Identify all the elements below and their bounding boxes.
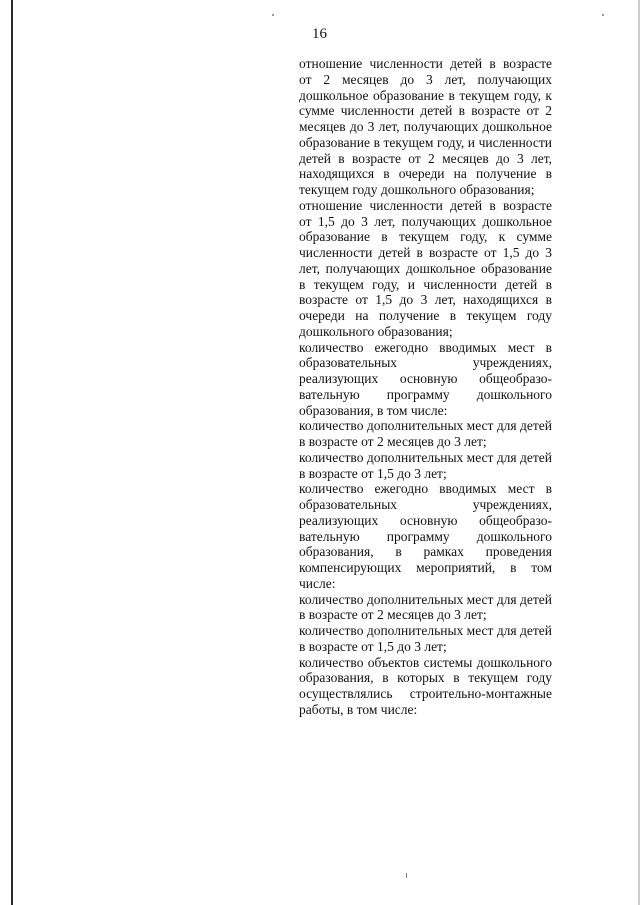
- paragraph: количество ежегодно вводимых мест в образовательных учреждениях, реализующих основную общеобразовательную программу дошкольного образования, в том числе:: [299, 339, 552, 418]
- scan-speck: [406, 873, 407, 878]
- paragraph: количество дополнительных мест для детей в возрасте от 1,5 до 3 лет;: [299, 623, 552, 654]
- page-number: 16: [312, 26, 327, 42]
- paragraph: отношение численности детей в возрасте от 2 месяцев до 3 лет, получающих дошкольное образование в текущем году, к сумме численности детей в возрасте от 2 месяцев до 3 лет, получающих дошкольное образование в текущем году, и численности детей в возрасте от 2 месяцев до 3 лет, находящихся в очереди на получение в текущем году дошкольного образования;: [299, 56, 552, 197]
- paragraph: количество дополнительных мест для детей в возрасте от 2 месяцев до 3 лет;: [299, 418, 552, 449]
- paragraph: количество дополнительных мест для детей в возрасте от 1,5 до 3 лет;: [299, 449, 552, 481]
- scan-left-edge: [11, 0, 13, 905]
- paragraph: отношение численности детей в возрасте от 1,5 до 3 лет, получающих дошкольное образование в текущем году, к сумме численности детей в возрасте от 1,5 до 3 лет, получающих дошкольное образование в текущем году, и численности детей в возрасте от 1,5 до 3 лет, находящихся в очереди на получение в текущем году дошкольного образования;: [299, 197, 552, 339]
- scan-speck: [602, 14, 604, 16]
- paragraph: количество дополнительных мест для детей в возрасте от 2 месяцев до 3 лет;: [299, 591, 552, 623]
- body-text-column: [299, 56, 552, 718]
- scan-speck: [272, 14, 274, 16]
- paragraph: количество ежегодно вводимых мест в образовательных учреждениях, реализующих основную общеобразовательную программу дошкольного образования, в рамках проведения компенсирующих мероприятий, в том числе:: [299, 481, 552, 591]
- paragraph: количество объектов системы дошкольного образования, в которых в текущем году осуществлялись строительно-монтажные работы, в том числе:: [299, 654, 552, 717]
